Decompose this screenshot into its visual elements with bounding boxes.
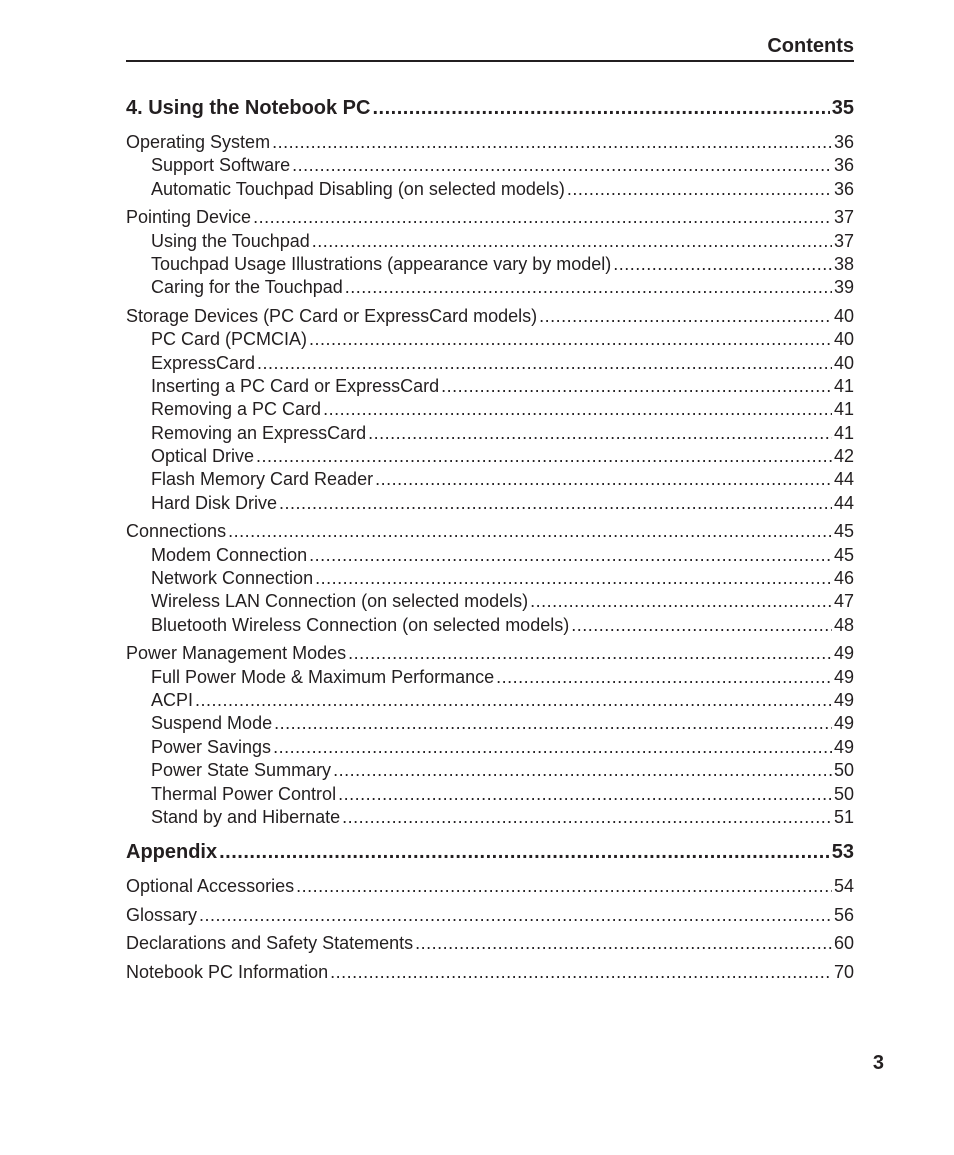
dot-leader <box>309 544 832 567</box>
toc-subentry-page: 49 <box>833 666 854 687</box>
toc-subentry-label: Power Savings <box>151 736 272 757</box>
toc-entry[interactable] <box>126 206 854 229</box>
toc-subentry[interactable] <box>126 445 854 468</box>
toc-subentry-label: ExpressCard <box>151 352 256 373</box>
toc-subentry-label: Full Power Mode & Maximum Performance <box>151 666 495 687</box>
toc-subentry[interactable] <box>126 759 854 782</box>
toc-subentry-page: 49 <box>833 689 854 710</box>
toc-entry[interactable] <box>126 131 854 154</box>
toc-section-title: Appendix <box>126 841 218 864</box>
toc-subentry-page: 36 <box>833 178 854 199</box>
toc-subentry-label: Modem Connection <box>151 544 308 565</box>
dot-leader <box>368 422 832 445</box>
toc-subentry-page: 47 <box>833 591 854 612</box>
toc-subentry-label: Support Software <box>151 155 291 176</box>
toc-entry-label: Declarations and Safety Statements <box>126 933 414 954</box>
dot-leader <box>441 375 832 398</box>
toc-subentry[interactable] <box>126 398 854 421</box>
toc-subentry-label: Removing a PC Card <box>151 399 322 420</box>
toc-subentry[interactable] <box>126 666 854 689</box>
dot-leader <box>342 806 832 829</box>
toc-subentry-page: 51 <box>833 806 854 827</box>
toc-subentry-page: 50 <box>833 760 854 781</box>
toc-subentry-page: 40 <box>833 352 854 373</box>
toc-subentry-page: 42 <box>833 446 854 467</box>
page-number: 3 <box>872 1052 884 1074</box>
toc-subentry[interactable] <box>126 712 854 735</box>
toc-group <box>126 305 854 516</box>
toc-entry[interactable] <box>126 875 854 898</box>
toc-group <box>126 206 854 300</box>
toc-entry-label: Connections <box>126 521 227 542</box>
dot-leader <box>296 875 832 898</box>
toc-subentry-page: 49 <box>833 736 854 757</box>
toc-entry-label: Glossary <box>126 904 198 925</box>
toc-subentry-label: Touchpad Usage Illustrations (appearance vary by model) <box>151 253 612 274</box>
toc-subentry-label: Suspend Mode <box>151 713 273 734</box>
dot-leader <box>345 276 832 299</box>
running-header <box>126 34 854 62</box>
toc-subentry-page: 50 <box>833 783 854 804</box>
dot-leader <box>257 352 832 375</box>
toc-subentry[interactable] <box>126 253 854 276</box>
toc-subentry[interactable] <box>126 230 854 253</box>
dot-leader <box>273 736 832 759</box>
toc-subentry[interactable] <box>126 328 854 351</box>
toc-subentry-page: 44 <box>833 492 854 513</box>
dot-leader <box>375 468 832 491</box>
toc-subentry[interactable] <box>126 689 854 712</box>
dot-leader <box>323 398 832 421</box>
toc-entry-page: 37 <box>833 207 854 228</box>
toc-subentry-label: Thermal Power Control <box>151 783 337 804</box>
dot-leader <box>309 328 832 351</box>
toc-entry-page: 60 <box>833 933 854 954</box>
toc-section-page: 35 <box>831 97 854 119</box>
toc-subentry-label: Wireless LAN Connection (on selected models) <box>151 591 529 612</box>
toc-entry-page: 45 <box>833 521 854 542</box>
toc-subentry[interactable] <box>126 276 854 299</box>
dot-leader <box>228 520 832 543</box>
dot-leader <box>272 131 832 154</box>
toc-subentry-label: Network Connection <box>151 568 314 589</box>
toc-subentry-page: 38 <box>833 253 854 274</box>
dot-leader <box>195 689 832 712</box>
dot-leader <box>253 206 832 229</box>
toc-subentry[interactable] <box>126 422 854 445</box>
dot-leader <box>338 783 832 806</box>
dot-leader <box>530 590 832 613</box>
toc-entry-page: 36 <box>833 132 854 152</box>
dot-leader <box>315 567 832 590</box>
toc-subentry-label: Power State Summary <box>151 760 332 781</box>
toc-section-heading[interactable] <box>126 95 854 121</box>
toc-section-title: 4. Using the Notebook PC <box>126 97 371 119</box>
toc-entry[interactable] <box>126 520 854 543</box>
toc-subentry-label: Using the Touchpad <box>151 230 310 251</box>
toc-subentry[interactable] <box>126 352 854 375</box>
toc-subentry-label: Caring for the Touchpad <box>151 277 343 298</box>
toc-entry[interactable] <box>126 932 854 955</box>
toc-entry-label: Pointing Device <box>126 207 252 228</box>
table-of-contents <box>126 95 854 990</box>
toc-subentry-page: 41 <box>833 399 854 420</box>
toc-entry-page: 56 <box>833 904 854 925</box>
toc-subentry-label: Flash Memory Card Reader <box>151 469 374 490</box>
toc-subentry[interactable] <box>126 783 854 806</box>
toc-entry[interactable] <box>126 961 854 984</box>
toc-subentry[interactable] <box>126 590 854 613</box>
toc-subentry-label: Hard Disk Drive <box>151 492 278 513</box>
dot-leader <box>496 666 832 689</box>
dot-leader <box>199 904 832 927</box>
toc-subentry-page: 39 <box>833 277 854 298</box>
toc-subentry[interactable] <box>126 492 854 515</box>
toc-entry-page: 40 <box>833 305 854 326</box>
toc-section-heading[interactable] <box>126 839 854 865</box>
toc-subentry-label: Bluetooth Wireless Connection (on selected models) <box>151 614 570 635</box>
toc-subentry[interactable] <box>126 567 854 590</box>
toc-subentry-label: Removing an ExpressCard <box>151 422 367 443</box>
dot-leader <box>330 961 832 984</box>
toc-entry-label: Optional Accessories <box>126 876 295 897</box>
dot-leader <box>219 839 830 865</box>
toc-subentry-page: 44 <box>833 469 854 490</box>
toc-entry-label: Notebook PC Information <box>126 962 329 983</box>
toc-subentry[interactable] <box>126 544 854 567</box>
toc-subentry[interactable] <box>126 178 854 201</box>
dot-leader <box>333 759 832 782</box>
toc-subentry[interactable] <box>126 614 854 637</box>
dot-leader <box>256 445 832 468</box>
toc-subentry-page: 36 <box>833 155 854 176</box>
toc-subentry-page: 46 <box>833 568 854 589</box>
dot-leader <box>571 614 832 637</box>
toc-entry-page: 54 <box>833 876 854 897</box>
toc-subentry[interactable] <box>126 806 854 829</box>
dot-leader <box>415 932 832 955</box>
toc-group <box>126 520 854 637</box>
toc-subentry-label: ACPI <box>151 689 194 710</box>
toc-entry-page: 49 <box>833 643 854 664</box>
dot-leader <box>292 154 832 177</box>
dot-leader <box>613 253 832 276</box>
toc-subentry-label: Optical Drive <box>151 446 255 467</box>
toc-entry[interactable] <box>126 642 854 665</box>
toc-entry[interactable] <box>126 904 854 927</box>
toc-subentry[interactable] <box>126 468 854 491</box>
toc-subentry-page: 40 <box>833 329 854 350</box>
toc-entry-label: Power Management Modes <box>126 643 347 664</box>
toc-subentry-label: PC Card (PCMCIA) <box>151 329 308 350</box>
toc-subentry-page: 41 <box>833 422 854 443</box>
dot-leader <box>312 230 832 253</box>
toc-entry[interactable] <box>126 305 854 328</box>
toc-subentry[interactable] <box>126 736 854 759</box>
dot-leader <box>372 95 829 121</box>
dot-leader <box>348 642 832 665</box>
toc-section-page: 53 <box>831 841 854 864</box>
header-title: Contents <box>767 35 854 57</box>
toc-group <box>126 131 854 201</box>
dot-leader <box>539 305 832 328</box>
toc-group <box>126 642 854 829</box>
toc-subentry-page: 37 <box>833 230 854 251</box>
dot-leader <box>279 492 832 515</box>
toc-subentry-page: 45 <box>833 544 854 565</box>
toc-subentry-page: 48 <box>833 614 854 635</box>
toc-subentry-page: 41 <box>833 375 854 396</box>
toc-subentry-label: Stand by and Hibernate <box>151 806 341 827</box>
toc-entry-label: Storage Devices (PC Card or ExpressCard models) <box>126 305 538 326</box>
toc-subentry[interactable] <box>126 375 854 398</box>
toc-entry-label: Operating System <box>126 132 271 152</box>
toc-subentry[interactable] <box>126 154 854 177</box>
dot-leader <box>274 712 832 735</box>
toc-subentry-label: Automatic Touchpad Disabling (on selected models) <box>151 178 565 199</box>
dot-leader <box>567 178 832 201</box>
toc-subentry-label: Inserting a PC Card or ExpressCard <box>151 375 440 396</box>
toc-subentry-page: 49 <box>833 713 854 734</box>
toc-entry-page: 70 <box>833 962 854 983</box>
